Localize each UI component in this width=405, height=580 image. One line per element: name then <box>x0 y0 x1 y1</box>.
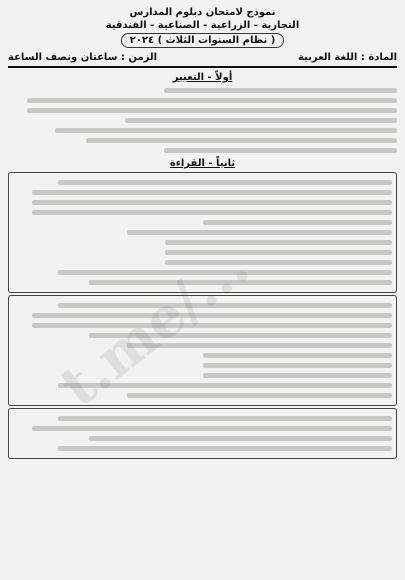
text-placeholder <box>165 250 392 255</box>
text-placeholder <box>27 108 397 113</box>
text-placeholder <box>32 210 392 215</box>
text-placeholder <box>58 180 392 185</box>
section-writing-title: أولاً - التعبير <box>172 72 233 83</box>
text-placeholder <box>58 303 392 308</box>
text-placeholder <box>127 230 392 235</box>
exam-meta <box>8 52 397 63</box>
question-3 <box>8 295 397 406</box>
text-placeholder <box>164 88 397 93</box>
text-placeholder <box>86 138 397 143</box>
text-placeholder <box>58 383 392 388</box>
text-placeholder <box>165 240 392 245</box>
text-placeholder <box>89 280 392 285</box>
text-placeholder <box>58 270 392 275</box>
text-placeholder <box>89 333 392 338</box>
text-placeholder <box>27 98 397 103</box>
text-placeholder <box>32 426 392 431</box>
text-placeholder <box>203 363 393 368</box>
text-placeholder <box>89 436 392 441</box>
subject-label: المادة : اللغة العربية <box>297 52 397 63</box>
text-placeholder <box>165 260 392 265</box>
header-system: ( نظام السنوات الثلاث ) ٢٠٢٤ <box>121 33 285 48</box>
text-placeholder <box>58 416 392 421</box>
exam-header <box>8 6 397 48</box>
text-placeholder <box>32 313 392 318</box>
question-1 <box>8 88 397 153</box>
header-schools: التجارية - الزراعية - الصناعية - الفندقية <box>105 20 300 31</box>
section-reading-title: ثانياً - القراءة <box>169 158 236 169</box>
text-placeholder <box>32 200 392 205</box>
question-2 <box>8 172 397 293</box>
text-placeholder <box>125 118 397 123</box>
text-placeholder <box>32 190 392 195</box>
text-placeholder <box>32 323 392 328</box>
question-4 <box>8 408 397 459</box>
header-title: نموذج لامتحان دبلوم المدارس <box>129 7 276 18</box>
header-rule <box>8 66 397 68</box>
text-placeholder <box>164 148 397 153</box>
text-placeholder <box>203 353 393 358</box>
text-placeholder <box>55 128 397 133</box>
text-placeholder <box>58 446 392 451</box>
text-placeholder <box>203 373 393 378</box>
text-placeholder <box>203 220 393 225</box>
time-label: الزمن : ساعتان ونصف الساعة <box>8 52 158 63</box>
text-placeholder <box>127 393 392 398</box>
text-placeholder <box>127 343 392 348</box>
